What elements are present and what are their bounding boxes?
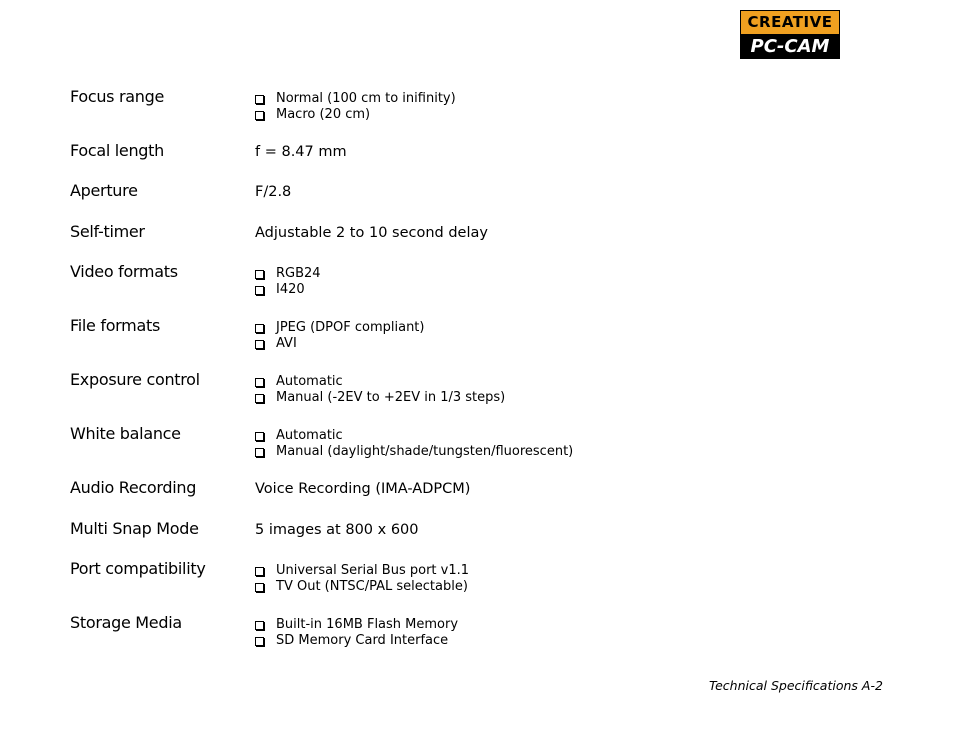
list-item <box>255 390 505 406</box>
spec-list <box>255 374 505 406</box>
spec-list <box>255 320 424 352</box>
spec-value: Voice Recording (IMA-ADPCM) <box>255 481 471 497</box>
spec-list <box>255 428 573 460</box>
list-item-text: Universal Serial Bus port v1.1 <box>276 563 470 578</box>
spec-list <box>255 563 469 595</box>
spec-label: Port compatibility <box>70 559 206 578</box>
list-item-text: SD Memory Card Interface <box>276 633 449 648</box>
spec-label: Storage Media <box>70 613 182 632</box>
checkbox-bullet-icon <box>255 621 264 630</box>
list-item-text: Normal (100 cm to inifinity) <box>276 91 456 106</box>
spec-value: f = 8.47 mm <box>255 144 347 160</box>
list-item-text: TV Out (NTSC/PAL selectable) <box>276 579 468 594</box>
checkbox-bullet-icon <box>255 378 264 387</box>
list-item-text: AVI <box>276 336 297 351</box>
list-item <box>255 282 321 298</box>
list-item <box>255 107 456 123</box>
spec-list <box>255 617 458 649</box>
list-item-text: Automatic <box>276 428 343 443</box>
spec-value: Adjustable 2 to 10 second delay <box>255 225 488 241</box>
list-item <box>255 336 424 352</box>
page-footer: Technical Specifications A-2 <box>709 678 883 693</box>
spec-label: Multi Snap Mode <box>70 519 199 538</box>
spec-label: Video formats <box>70 262 178 281</box>
checkbox-bullet-icon <box>255 567 264 576</box>
list-item-text: JPEG (DPOF compliant) <box>276 320 425 335</box>
spec-value: F/2.8 <box>255 184 292 200</box>
list-item <box>255 563 469 579</box>
checkbox-bullet-icon <box>255 394 264 403</box>
list-item <box>255 374 505 390</box>
list-item-text: Manual (daylight/shade/tungsten/fluorescent) <box>276 444 574 459</box>
spec-label: Audio Recording <box>70 478 197 497</box>
checkbox-bullet-icon <box>255 448 264 457</box>
spec-value: 5 images at 800 x 600 <box>255 522 419 538</box>
list-item-text: Manual (-2EV to +2EV in 1/3 steps) <box>276 390 506 405</box>
list-item <box>255 617 458 633</box>
list-item <box>255 579 469 595</box>
list-item-text: I420 <box>276 282 305 297</box>
list-item-text: RGB24 <box>276 266 321 281</box>
list-item-text: Built-in 16MB Flash Memory <box>276 617 459 632</box>
spec-label: Aperture <box>70 181 138 200</box>
spec-label: File formats <box>70 316 160 335</box>
checkbox-bullet-icon <box>255 95 264 104</box>
list-item <box>255 444 573 460</box>
spec-list <box>255 91 456 123</box>
checkbox-bullet-icon <box>255 324 264 333</box>
checkbox-bullet-icon <box>255 432 264 441</box>
spec-label: Focal length <box>70 141 164 160</box>
spec-label: Exposure control <box>70 370 200 389</box>
checkbox-bullet-icon <box>255 286 264 295</box>
checkbox-bullet-icon <box>255 637 264 646</box>
list-item <box>255 266 321 282</box>
list-item <box>255 320 424 336</box>
logo-product-text: PC-CAM <box>741 35 839 59</box>
list-item <box>255 428 573 444</box>
list-item <box>255 91 456 107</box>
list-item-text: Macro (20 cm) <box>276 107 371 122</box>
checkbox-bullet-icon <box>255 270 264 279</box>
list-item-text: Automatic <box>276 374 343 389</box>
checkbox-bullet-icon <box>255 111 264 120</box>
spec-label: Self-timer <box>70 222 145 241</box>
checkbox-bullet-icon <box>255 583 264 592</box>
spec-list <box>255 266 321 298</box>
list-item <box>255 633 458 649</box>
creative-pc-cam-logo <box>740 10 840 59</box>
spec-label: Focus range <box>70 87 165 106</box>
logo-brand-text: CREATIVE <box>741 11 839 35</box>
spec-label: White balance <box>70 424 181 443</box>
checkbox-bullet-icon <box>255 340 264 349</box>
